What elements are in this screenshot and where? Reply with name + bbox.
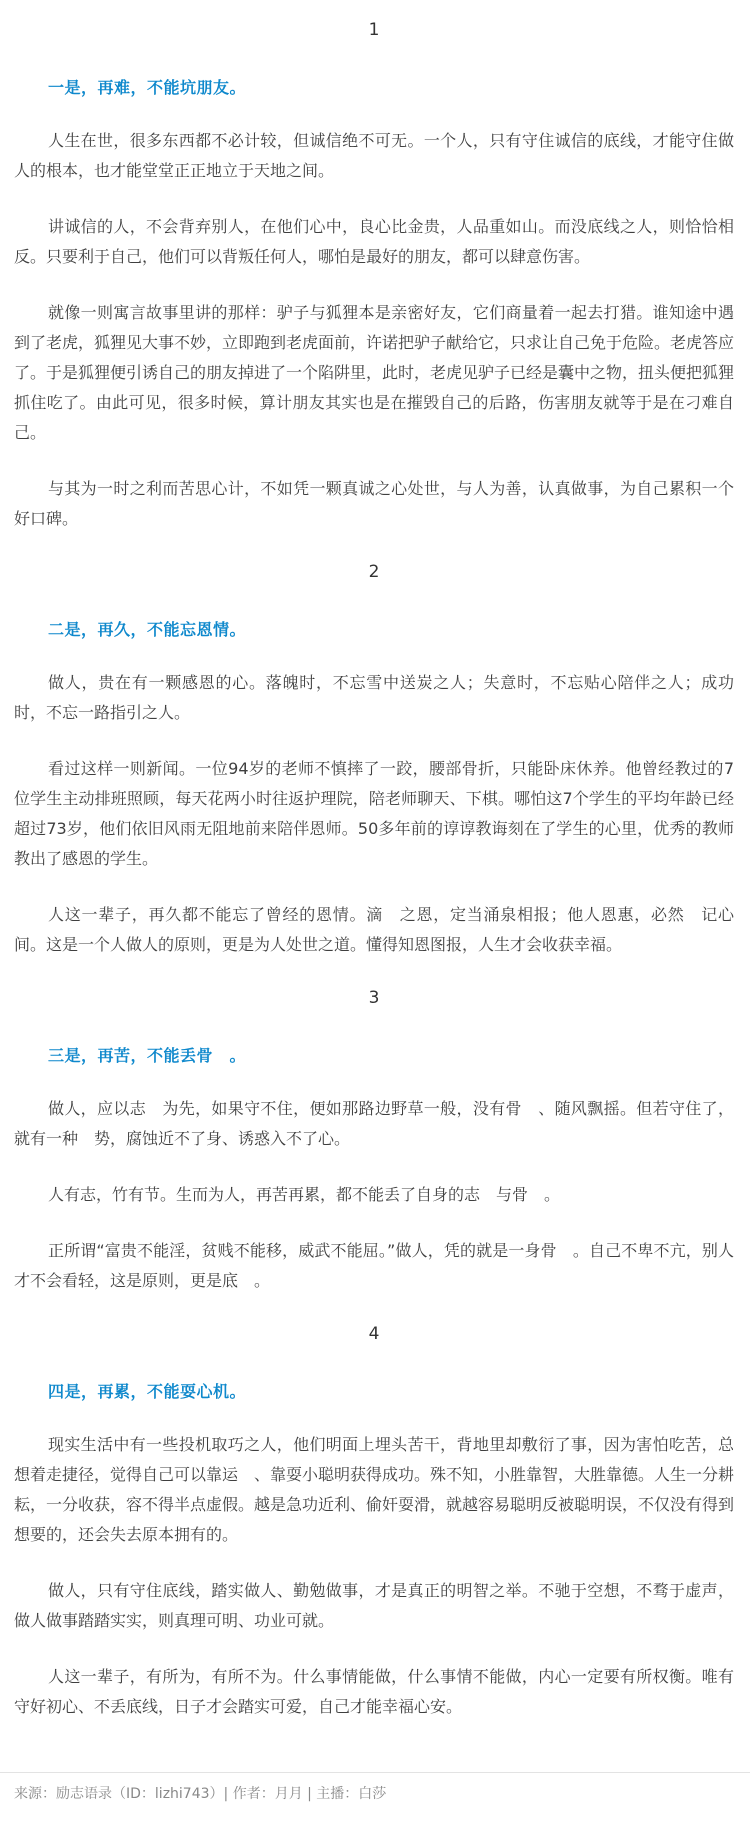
article-body [14,18,734,1748]
paragraph: 看过这样一则新闻。一位94岁的老师不慎摔了一跤，腰部骨折，只能卧床休养。他曾经教过的7位学生主动排班照顾，每天花两小时往返护理院，陪老师聊天、下棋。哪怕这7个学生的平均年龄已经超过73岁，他们依旧风雨无阻地前来陪伴恩师。50多年前的谆谆教诲刻在了学生的心里，优秀的教师教出了感恩的学生。 [14,759,734,868]
section-heading: 四是，再累，不能耍心机。 [48,1382,247,1401]
section-number: 2 [368,562,380,582]
section-1 [14,18,734,534]
section-2 [14,560,734,960]
section-4 [14,1322,734,1722]
section-3 [14,986,734,1296]
section-heading: 二是，再久，不能忘恩情。 [48,620,247,639]
paragraph: 人有志，竹有节。生而为人，再苦再累，都不能丢了自身的志 与骨 。 [48,1185,561,1204]
section-number: 3 [368,988,380,1008]
paragraph: 做人，只有守住底线，踏实做人、勤勉做事，才是真正的明智之举。不驰于空想，不骛于虚声，做人做事踏踏实实，则真理可明、功业可就。 [14,1581,734,1630]
source-footer [0,1772,750,1805]
paragraph: 人这一辈子，再久都不能忘了曾经的恩情。滴 之恩，定当涌泉相报；他人恩惠，必然 记心间。这是一个人做人的原则，更是为人处世之道。懂得知恩图报，人生才会收获幸福。 [14,905,734,954]
section-heading: 三是，再苦，不能丢骨 。 [48,1046,247,1065]
section-heading: 一是，再难，不能坑朋友。 [48,78,247,97]
paragraph: 就像一则寓言故事里讲的那样：驴子与狐狸本是亲密好友，它们商量着一起去打猎。谁知途中遇到了老虎，狐狸见大事不妙，立即跑到老虎面前，许诺把驴子献给它，只求让自己免于危险。老虎答应了。于是狐狸便引诱自己的朋友掉进了一个陷阱里，此时，老虎见驴子已经是囊中之物，扭头便把狐狸抓住吃了。由此可见，很多时候，算计朋友其实也是在摧毁自己的后路，伤害朋友就等于是在刁难自己。 [14,303,735,442]
source-credit: 来源：励志语录（ID：lizhi743）| 作者：月月 | 主播：白莎 [14,1786,387,1802]
paragraph: 做人，应以志 为先，如果守不住，便如那路边野草一般，没有骨 、随风飘摇。但若守住了，就有一种 势，腐蚀近不了身、诱惑入不了心。 [14,1099,734,1148]
paragraph: 现实生活中有一些投机取巧之人，他们明面上埋头苦干，背地里却敷衍了事，因为害怕吃苦，总想着走捷径，觉得自己可以靠运 、靠耍小聪明获得成功。殊不知，小胜靠智，大胜靠德。人生一分耕耘，一分收获，容不得半点虚假。越是急功近利、偷奸耍滑，就越容易聪明反被聪明误，不仅没有得到想要的，还会失去原本拥有的。 [14,1435,735,1544]
paragraph: 做人，贵在有一颗感恩的心。落魄时，不忘雪中送炭之人；失意时，不忘贴心陪伴之人；成功时，不忘一路指引之人。 [14,673,734,722]
paragraph: 人生在世，很多东西都不必计较，但诚信绝不可无。一个人，只有守住诚信的底线，才能守住做人的根本，也才能堂堂正正地立于天地之间。 [14,131,734,180]
paragraph: 与其为一时之利而苦思心计，不如凭一颗真诚之心处世，与人为善，认真做事，为自己累积一个好口碑。 [14,479,734,528]
section-number: 1 [368,20,380,40]
paragraph: 人这一辈子，有所为，有所不为。什么事情能做，什么事情不能做，内心一定要有所权衡。唯有守好初心、不丢底线，日子才会踏实可爱，自己才能幸福心安。 [14,1667,734,1716]
paragraph: 正所谓“富贵不能淫，贫贱不能移，威武不能屈。”做人，凭的就是一身骨 。自己不卑不亢，别人才不会看轻，这是原则，更是底 。 [14,1241,734,1290]
paragraph: 讲诚信的人，不会背弃别人，在他们心中，良心比金贵，人品重如山。而没底线之人，则恰恰相反。只要利于自己，他们可以背叛任何人，哪怕是最好的朋友，都可以肆意伤害。 [14,217,734,266]
section-number: 4 [368,1324,380,1344]
